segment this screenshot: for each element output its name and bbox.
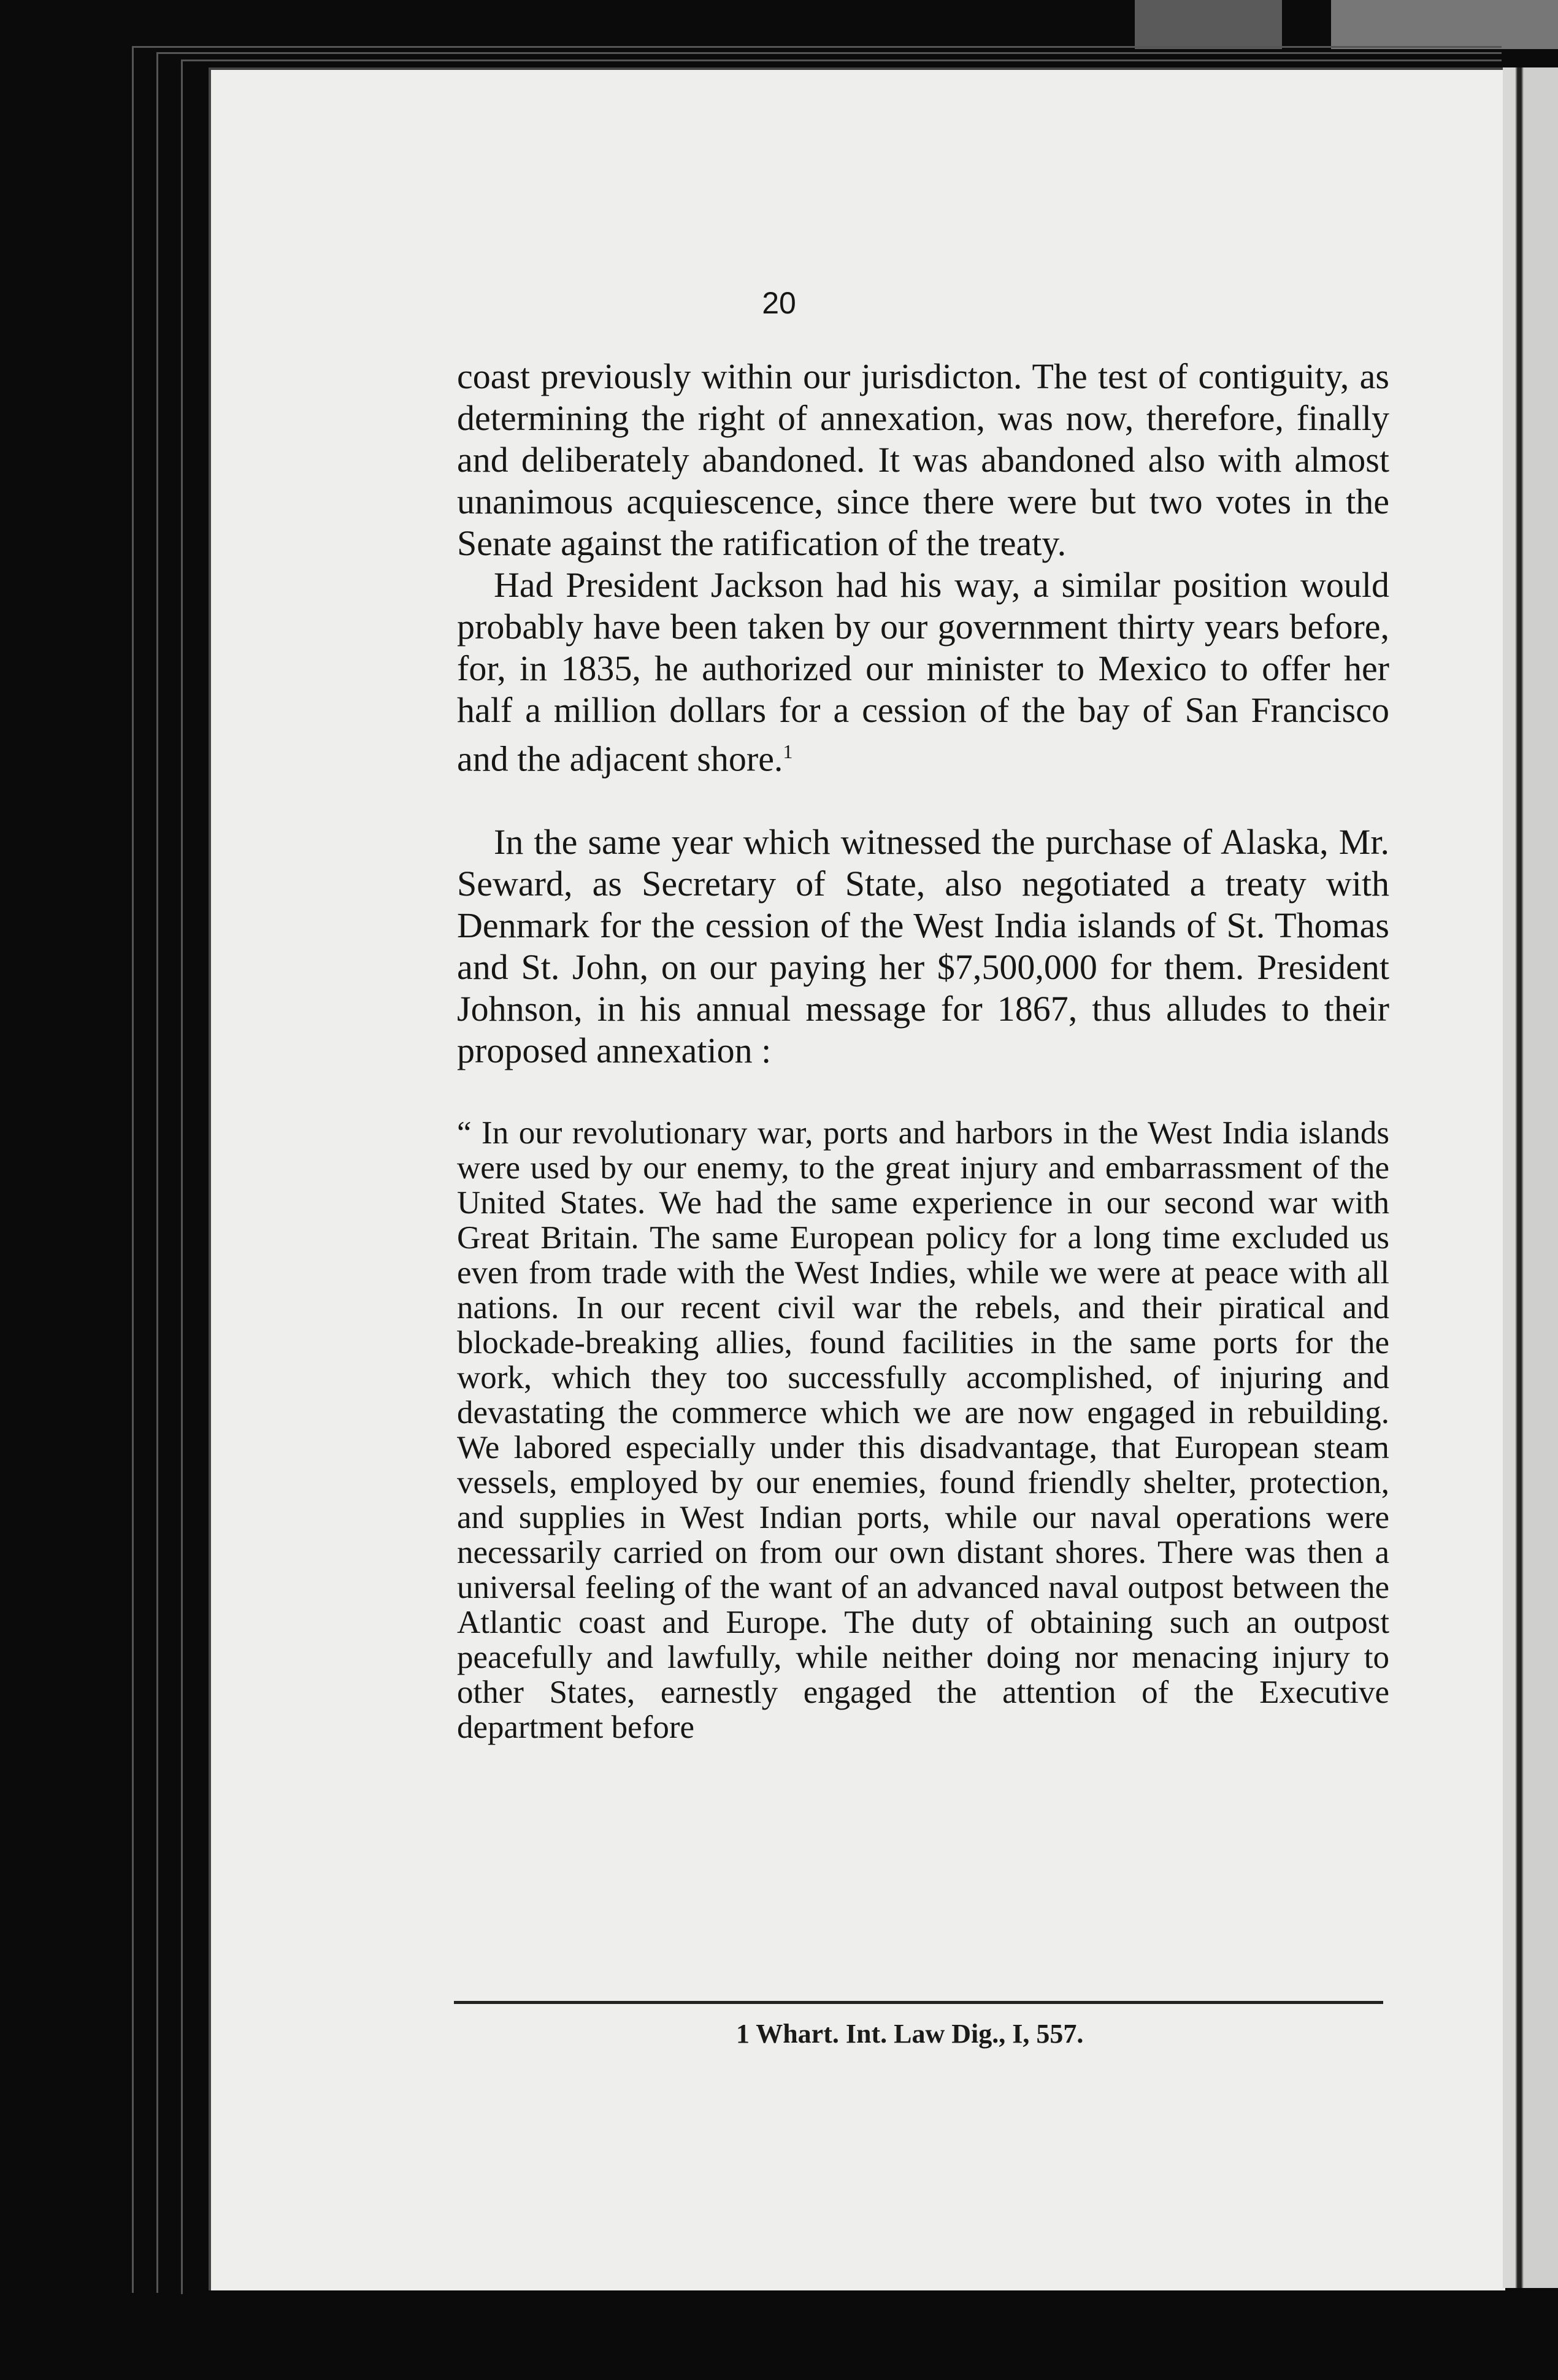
footnote-divider xyxy=(454,2001,1383,2004)
block-quote xyxy=(457,1116,1389,1745)
paragraph-3-text: In the same year which witnessed the purchase of Alaska, Mr. Seward, as Secretary of State, also negotiated a treaty with Denmark for the cession of the West India islands of St. Thomas and St. John, on our paying her $7,500,000 for them. President Johnson, in his annual message for 1867, thus alludes to their proposed annexation : xyxy=(457,822,1389,1071)
footnote-marker: 1 xyxy=(783,741,793,762)
facing-page-edge xyxy=(1503,67,1558,2288)
scan-top-scrap xyxy=(1135,0,1282,49)
page-number: 20 xyxy=(762,286,796,320)
footnote: 1 Whart. Int. Law Dig., I, 557. xyxy=(736,2019,1084,2049)
block-quote-text: “ In our revolutionary war, ports and harbors in the West India islands were used by our enemy, to the great injury and embarrassment of the United States. We had the same experience in our second war with Great Britain. The same European policy for a long time excluded us even from trade with the West Indies, while we were at peace with all nations. In our recent civil war the rebels, and their piratical and blockade-breaking allies, found facilities in the same ports for the work, which they too successfully accomplished, of injuring and devastating the commerce which we are now engaged in rebuilding. We labored especially under this disadvantage, that European steam vessels, employed by our enemies, found friendly shelter, protection, and supplies in West Indian ports, while our naval operations were necessarily carried on from our own distant shores. There was then a universal feeling of the want of an advanced naval outpost between the Atlantic coast and Europe. The duty of obtaining such an outpost peacefully and lawfully, while neither doing nor menacing injury to other States, earnestly engaged the attention of the Executive department before xyxy=(457,1115,1389,1746)
body-text xyxy=(457,356,1389,1745)
paragraph-3 xyxy=(457,821,1389,1072)
paragraph-2-text: Had President Jackson had his way, a similar position would probably have been taken by our government thirty years before, for, in 1835, he authorized our minister to Mexico to offer her half a million dollars for a cession of the bay of San Francisco and the adjacent shore. xyxy=(457,565,1389,779)
scan-top-scrap xyxy=(1331,0,1558,49)
paragraph-1: coast previously within our jurisdicton. The test of contiguity, as determining the right of annexation, was now, therefore, finally and deliberately abandoned. It was abandoned also with almost unanimous acquiescence, since there were but two votes in the Senate against the ratification of the treaty. xyxy=(457,356,1389,563)
paragraph-2 xyxy=(457,564,1389,780)
